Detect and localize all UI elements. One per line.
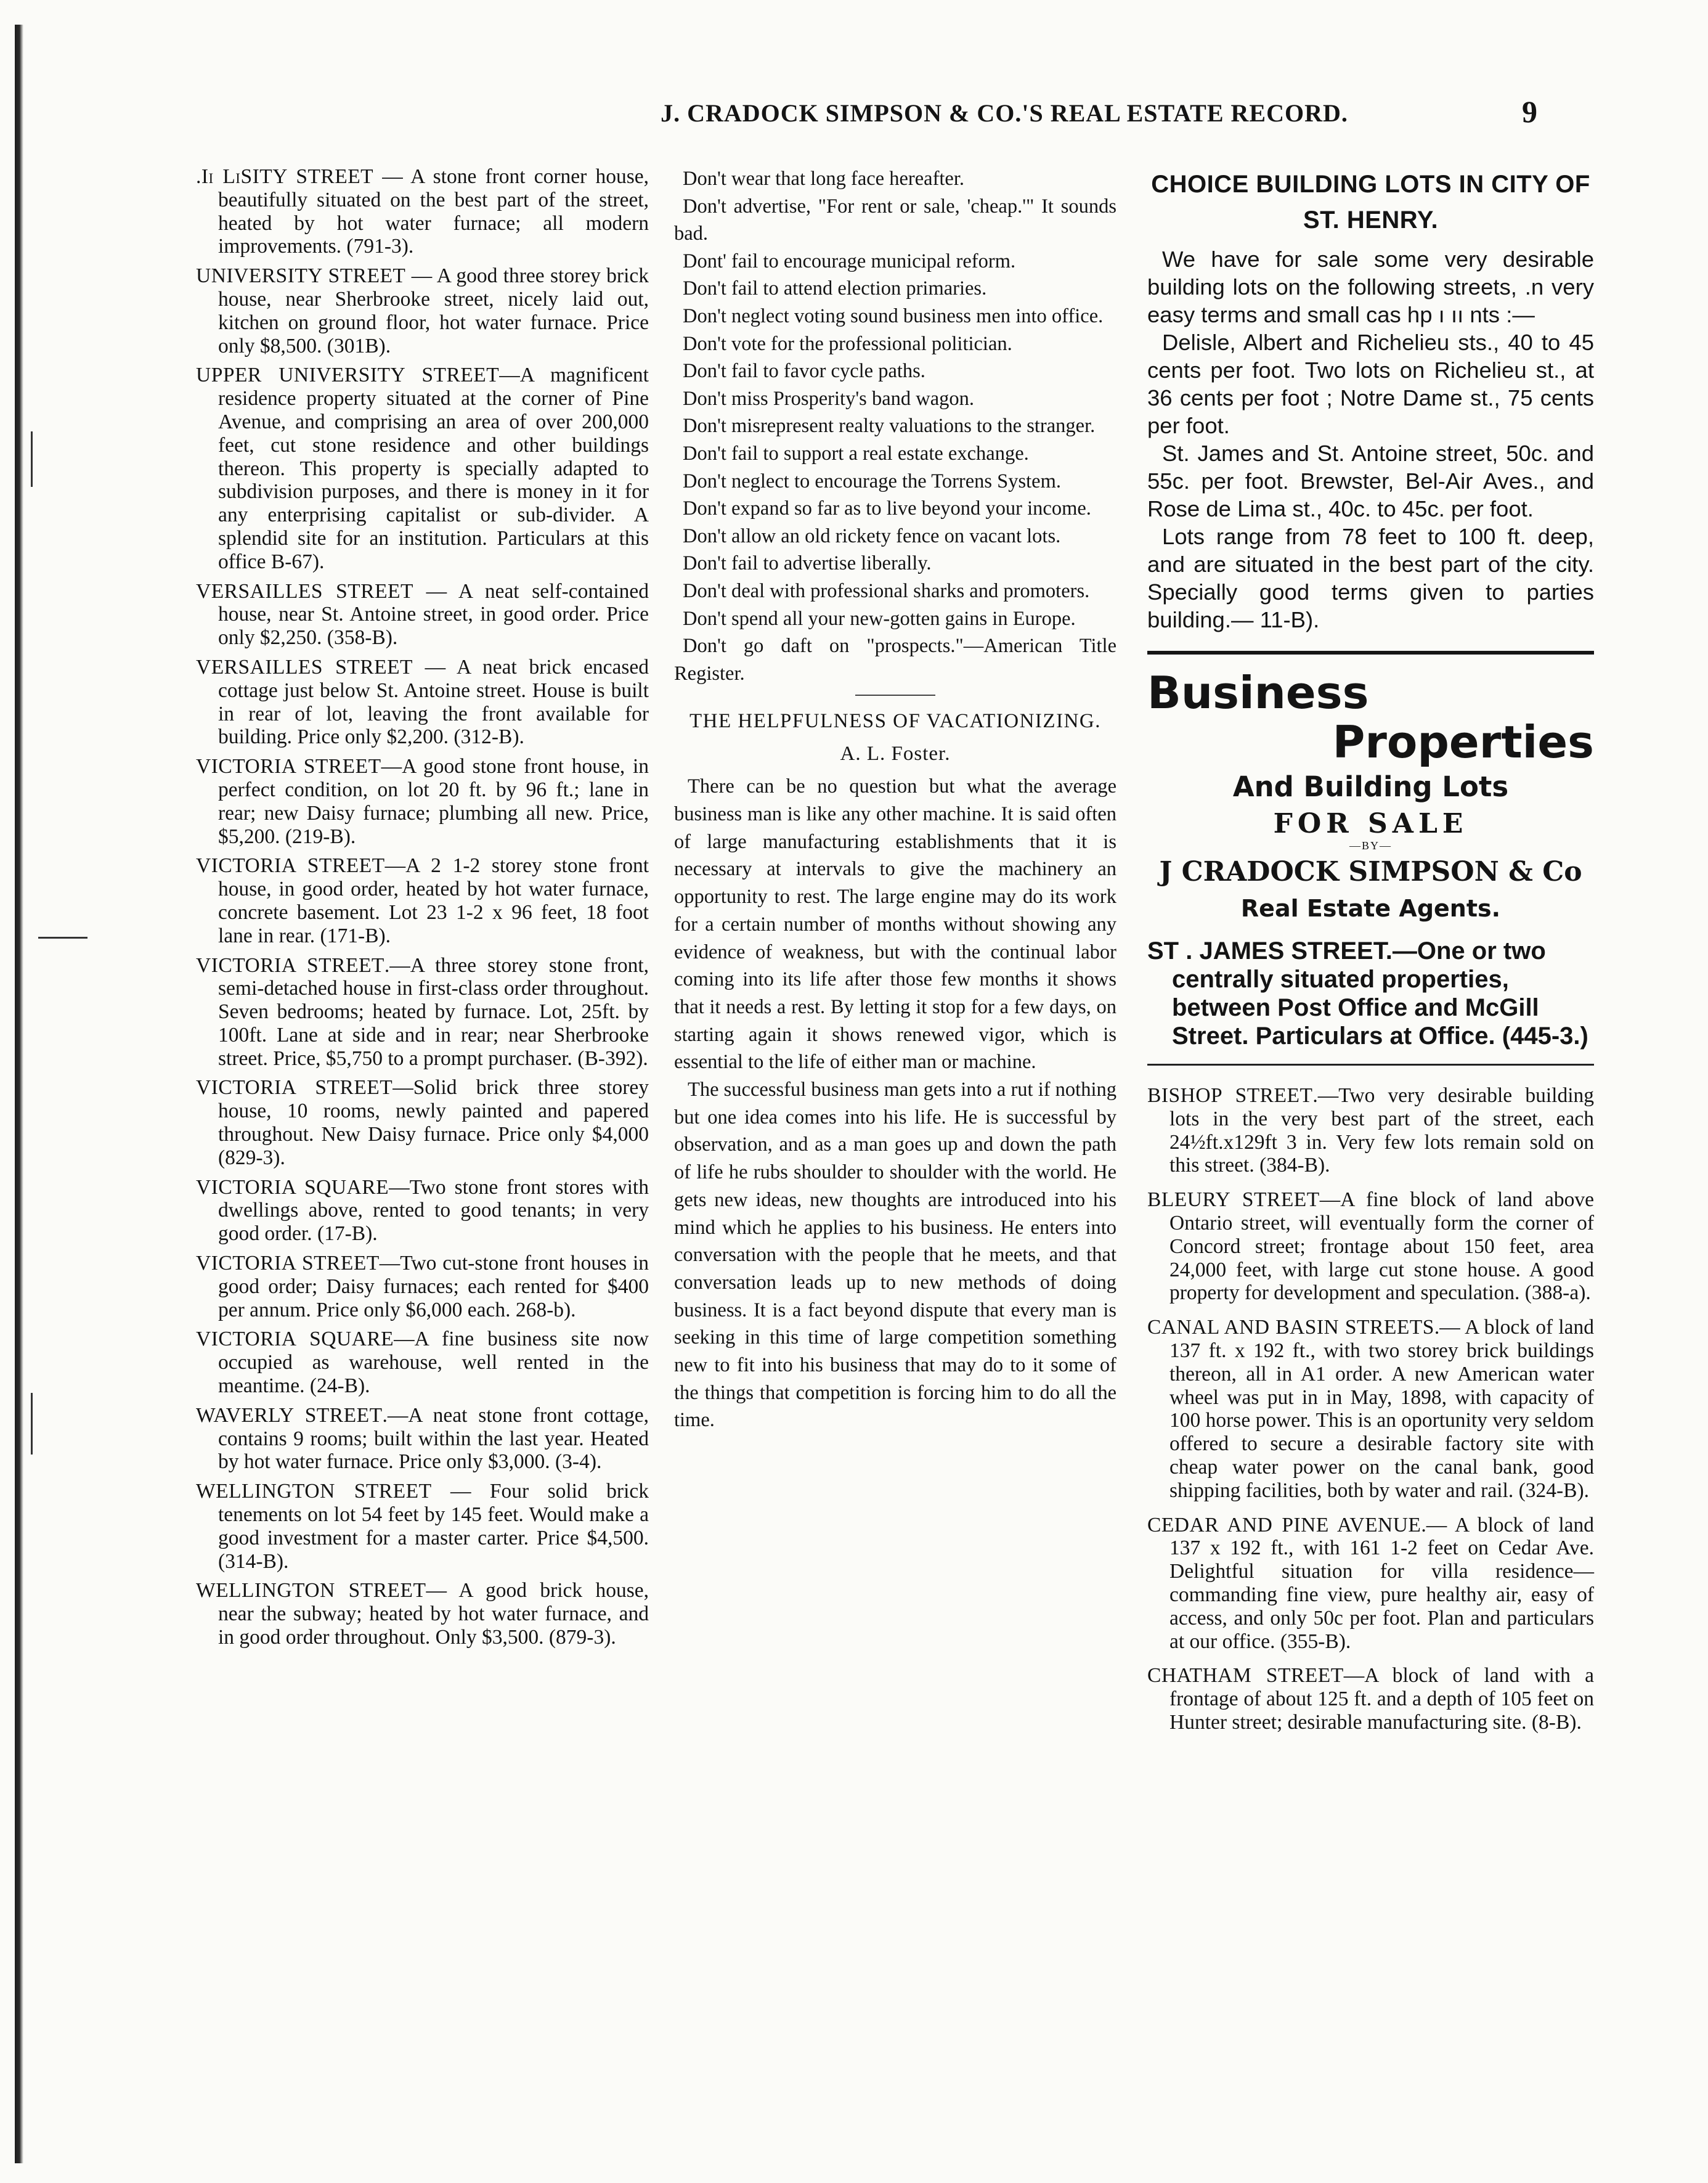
listing-text: —Two stone front stores with dwellings above, rented to good tenants; in very good order. (17-B). — [218, 1175, 649, 1246]
listing-text: .—A three storey stone front, semi-detached house in first-class order throughout. Seven bedrooms; heated by furnace. Lot, 25ft. by 100ft. Lane at side and in rear; near Sherbrooke street. Price, $5,750 to a prompt purchaser. (B-392). — [218, 953, 649, 1070]
divider — [1147, 651, 1594, 655]
ad-by: —BY— — [1349, 839, 1392, 852]
article-paragraph: The successful business man gets into a rut if nothing but one idea comes into his life. He is successful by observation, and as a man goes up and down the path of life he rubs shoulder to shoulder with the world. He gets new ideas, new thoughts are introduced into his mind which he applies to his business. He enters into conversation with the people that he meets, and that conversation leads up to new methods of doing business. It is a fact beyond dispute that every man is seeking in this time of large competition something new to fit into his business that may do to it some of the things that competition is forcing him to do all the time. — [674, 1079, 1116, 1432]
dont-item: Don't fail to advertise liberally. — [683, 552, 932, 575]
dont-item: Dont' fail to encourage municipal reform. — [683, 250, 1016, 272]
listing-text: —A fine business site now occupied as warehouse, well rented in the meantime. (24-B). — [218, 1328, 649, 1398]
listing-item — [1147, 1664, 1594, 1734]
margin-mark — [38, 937, 87, 939]
listing-text: — A good three storey brick house, near Sherbrooke street, nicely laid out, kitchen on ground floor, hot water furnace. Price only $8,500. (301B). — [218, 264, 649, 357]
binding-edge — [15, 25, 23, 2163]
listing-item — [196, 1579, 649, 1649]
dont-item: Don't vote for the professional politician. — [683, 332, 1012, 355]
listing-item — [196, 1404, 649, 1474]
dont-item: Don't misrepresent realty valuations to the stranger. — [683, 415, 1096, 438]
dont-item: Don't deal with professional sharks and promoters. — [683, 579, 1090, 602]
dont-item: Don't allow an old rickety fence on vacant lots. — [683, 524, 1061, 547]
article-title: THE HELPFULNESS OF VACATIONIZING. — [689, 710, 1101, 733]
dont-item: Don't go daft on "prospects."—American Title Register. — [674, 635, 1116, 685]
listing-item — [196, 364, 649, 573]
listing-text: — A stone front corner house, beautifully situated on the best part of the street, heated by hot water furnace; all modern improvements. (791-3). — [218, 165, 649, 258]
column-business — [1147, 165, 1594, 1745]
choice-lots-paragraph: St. James and St. Antoine street, 50c. and 55c. per foot. Brewster, Bel-Air Aves., and Rose de Lima st., 40c. to 45c. per foot. — [1147, 441, 1594, 521]
listing-item — [1147, 1084, 1594, 1177]
dont-item: Don't wear that long face hereafter. — [683, 168, 965, 190]
column-articles — [674, 165, 1116, 1434]
listing-item — [196, 580, 649, 650]
listing-street: VICTORIA SQUARE — [196, 1328, 394, 1351]
dont-item: Don't miss Prosperity's band wagon. — [683, 387, 975, 410]
dont-item: Don't fail to support a real estate exchange. — [683, 442, 1029, 465]
listing-text: —A 2 1-2 storey stone front house, in good order, heated by hot water furnace, concrete basement. Lot 23 1-2 x 96 feet, 18 foot lane in rear. (171-B). — [218, 854, 649, 947]
listing-item — [196, 264, 649, 357]
listing-street: WELLINGTON STREET — [196, 1579, 426, 1602]
listing-street: VERSAILLES STREET — [196, 655, 413, 679]
dont-item: Don't expand so far as to live beyond your income. — [683, 497, 1091, 520]
margin-mark — [31, 431, 33, 487]
page-header: J. CRADOCK SIMPSON & CO.'S REAL ESTATE RECORD. — [661, 99, 1348, 127]
listing-text: —A magnificent residence property situated at the corner of Pine Avenue, and comprising an area of over 200,000 feet, cut stone residence and other buildings thereon. This property is specially adapted to subdivision purposes, and there is money in it for any enterprising capitalist or sub-divider. A splendid site for an institution. Particulars at this office B-67). — [218, 364, 649, 573]
listing-street: BISHOP STREET — [1147, 1084, 1313, 1107]
listing-street: CANAL AND BASIN STREETS — [1147, 1316, 1434, 1339]
listing-item — [1147, 1514, 1594, 1654]
listing-street: VICTORIA STREET — [196, 953, 384, 977]
listing-text: .— A block of land 137 x 192 ft., with 161 1-2 feet on Cedar Ave. Delightful situation for villa residence—commanding fine view, pure healthy air, easy of access, and only 50c per foot. Plan and particulars at our office. (355-B). — [1169, 1513, 1594, 1653]
listing-item — [196, 656, 649, 749]
listing-item — [196, 1076, 649, 1169]
article-paragraph: There can be no question but what the average business man is like any other machine. It is said often of large manufacturing establishments that it is necessary at intervals to give the machinery an opportunity to rest. The large engine may do its work for a certain number of months without showing any evidence of weakness, but with the continual labor coming into its life after those few months it shows that it needs a rest. By letting it stop for a few days, on starting again it shows renewed vigor, which is essential to the life of either man or machine. — [674, 775, 1116, 1074]
ad-for-sale: FOR SALE — [1273, 808, 1468, 839]
listing-text: —A good stone front house, in perfect condition, on lot 20 ft. by 96 ft.; lane in rear; new Daisy furnace; plumbing all new. Price, $5,200. (219-B). — [218, 755, 649, 848]
listing-item — [196, 165, 649, 258]
listing-street: VICTORIA STREET — [196, 1076, 393, 1100]
ad-heading-properties: Properties — [1332, 716, 1594, 768]
listing-street: VICTORIA STREET — [196, 1252, 380, 1275]
choice-lots-paragraph: We have for sale some very desirable building lots on the following streets, .n very easy terms and small cas hp ı ıı nts :— — [1147, 247, 1594, 327]
listing-text: .—A neat stone front cottage, contains 9 rooms; built within the last year. Heated by hot water furnace. Price only $3,000. (3-4). — [218, 1403, 649, 1474]
listing-text: .— A block of land 137 ft. x 192 ft., with two storey brick buildings thereon, all in A1 order. A new American water wheel was put in in May, 1898, with capacity of 100 horse power. This is an oportunity very seldom offered to secure a desirable factory site with cheap water power on the canal bank, good shipping facilities, both by water and rail. (324-B). — [1169, 1316, 1594, 1502]
listing-street: CHATHAM STREET — [1147, 1664, 1344, 1687]
listing-text: — Four solid brick tenements on lot 54 feet by 145 feet. Would make a good investment for a master carter. Price $4,500. (314-B). — [218, 1480, 649, 1573]
margin-mark — [31, 1393, 33, 1455]
listing-street: CEDAR AND PINE AVENUE — [1147, 1513, 1421, 1536]
listing-text: — A good brick house, near the subway; heated by hot water furnace, and in good order throughout. Only $3,500. (879-3). — [218, 1579, 649, 1649]
choice-lots-title: CHOICE BUILDING LOTS IN CITY OF ST. HENRY. — [1151, 171, 1590, 234]
ad-listing — [1147, 937, 1594, 1050]
page-number: 9 — [1522, 94, 1537, 129]
listing-item — [196, 1176, 649, 1246]
dont-item: Don't fail to attend election primaries. — [683, 277, 987, 300]
dont-item: Don't neglect to encourage the Torrens System. — [683, 470, 1061, 492]
listing-item — [1147, 1316, 1594, 1502]
listing-item — [196, 954, 649, 1071]
article-body — [674, 773, 1116, 1434]
listing-text: —Two cut-stone front houses in good order; Daisy furnaces; each rented for $400 per annum. Price only $6,000 each. 268-b). — [218, 1252, 649, 1321]
ad-firm-name: J CRADOCK SIMPSON & Co — [1159, 856, 1582, 887]
listing-text: — A neat self-contained house, near St. Antoine street, in good order. Price only $2,250. (358-B). — [218, 579, 649, 650]
choice-lots-paragraph: Delisle, Albert and Richelieu sts., 40 to 45 cents per foot. Two lots on Richelieu st., at 36 cents per foot ; Notre Dame st., 75 cents per foot. — [1147, 330, 1594, 438]
ad-listing-street: ST . JAMES STREET. — [1147, 937, 1393, 965]
divider — [1147, 1064, 1594, 1066]
listing-text: — A neat brick encased cottage just below St. Antoine street. House is built in rear of lot, leaving the front available for building. Price only $2,200. (312-B). — [218, 655, 649, 749]
article-author: A. L. Foster. — [840, 743, 951, 765]
dont-item: Don't spend all your new-gotten gains in Europe. — [683, 607, 1076, 630]
listing-text: —A block of land with a frontage of about 125 ft. and a depth of 105 feet on Hunter street; desirable manufacturing site. (8-B). — [1169, 1664, 1594, 1734]
ad-subheading: And Building Lots — [1232, 770, 1509, 803]
listing-item — [1147, 1188, 1594, 1305]
listing-street: UPPER UNIVERSITY STREET — [196, 364, 500, 387]
ad-agents: Real Estate Agents. — [1240, 895, 1501, 922]
listing-street: WELLINGTON STREET — [196, 1480, 432, 1503]
ad-heading-business: Business — [1147, 667, 1369, 719]
dont-item: Don't advertise, "For rent or sale, 'cheap.'" It sounds bad. — [674, 195, 1116, 245]
listing-item — [196, 1480, 649, 1573]
listing-item — [196, 854, 649, 947]
listing-text: —A fine block of land above Ontario street, will eventually form the corner of Concord street; frontage about 150 feet, area 24,000 feet, with large cut stone house. A good property for development and speculation. (388-a). — [1169, 1188, 1594, 1305]
divider — [855, 695, 935, 696]
listing-street: VICTORIA SQUARE — [196, 1175, 389, 1199]
choice-lots-paragraph: Lots range from 78 feet to 100 ft. deep, and are situated in the best part of the city. Specially good terms given to parties building.— 11-B). — [1147, 524, 1594, 632]
listing-street: VICTORIA STREET — [196, 854, 385, 878]
choice-lots-body — [1147, 245, 1594, 634]
listing-text: .—Two very desirable building lots in the very best part of the street, each 24½ft.x129ft 3 in. Very few lots remain sold on this street. (384-B). — [1169, 1084, 1595, 1177]
donts-list — [674, 165, 1116, 687]
listing-text: —Solid brick three storey house, 10 rooms, newly painted and papered throughout. New Daisy furnace. Price only $4,000 (829-3). — [218, 1076, 649, 1169]
listing-item — [196, 1252, 649, 1321]
business-listings — [1147, 1084, 1594, 1734]
listing-street: VERSAILLES STREET — [196, 579, 413, 603]
ad-listing-text: —One or two centrally situated properties, between Post Office and McGill Street. Particulars at Office. (445-3.) — [1172, 937, 1588, 1050]
listing-street: WAVERLY STREET — [196, 1403, 383, 1427]
listing-street: .Iı LıSITY STREET — [196, 165, 374, 188]
listing-item — [196, 755, 649, 848]
dont-item: Don't neglect voting sound business men into office. — [683, 304, 1104, 327]
dont-item: Don't fail to favor cycle paths. — [683, 360, 925, 383]
listing-street: VICTORIA STREET — [196, 755, 381, 778]
listing-street: UNIVERSITY STREET — [196, 264, 406, 288]
listing-item — [196, 1328, 649, 1397]
listing-street: BLEURY STREET — [1147, 1188, 1320, 1212]
column-residential-listings — [196, 165, 649, 1655]
